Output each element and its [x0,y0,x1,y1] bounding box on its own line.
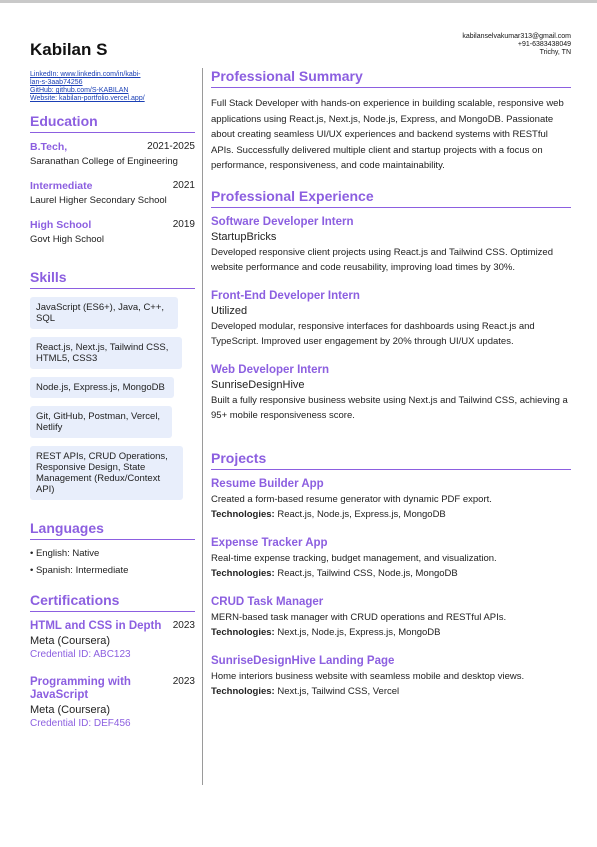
job-title: Software Developer Intern [211,215,354,228]
education-entry [30,141,195,167]
top-rule [0,0,597,3]
certification-id: Credential ID: ABC123 [30,649,131,660]
education-year: 2021 [172,180,195,191]
certification-title: Programming with JavaScript [30,676,131,701]
education-school: Govt High School [30,234,104,245]
project-technologies [211,625,571,640]
languages-heading: Languages [30,520,195,540]
education-year: 2021-2025 [147,141,195,152]
project-technologies [211,507,571,522]
project-title: Resume Builder App [211,477,324,490]
project-entry [211,655,571,699]
education-degree: B.Tech, [30,141,68,153]
technologies-list: Next.js, Tailwind CSS, Vercel [277,685,400,697]
certification-id: Credential ID: DEF456 [30,718,131,729]
education-school: Saranathan College of Engineering [30,156,178,167]
education-degree: Intermediate [30,180,93,192]
candidate-name: Kabilan S [30,40,108,59]
language-item: • English: Native [30,548,100,559]
technologies-label: Technologies: [211,508,275,520]
certification-entry [30,676,195,729]
project-description: Created a form-based resume generator with dynamic PDF export. [211,493,492,505]
skill-chip: React.js, Next.js, Tailwind CSS, HTML5, CSS3 [30,337,182,369]
project-description: MERN-based task manager with CRUD operations and RESTful APIs. [211,611,507,623]
job-company: SunriseDesignHive [211,378,305,391]
technologies-label: Technologies: [211,685,275,697]
education-entry [30,180,195,206]
location-text: Trichy, TN [539,49,571,56]
skill-chip: Node.js, Express.js, MongoDB [30,377,174,398]
phone-text: +91-6383438049 [517,41,571,48]
skills-heading: Skills [30,269,195,289]
job-company: StartupBricks [211,230,277,243]
experience-entry [211,216,571,275]
left-column [30,113,195,729]
project-title: SunriseDesignHive Landing Page [211,654,395,667]
certification-year: 2023 [172,620,195,631]
job-title: Web Developer Intern [211,363,330,376]
website-link[interactable]: Website: kabilan-portfolio.vercel.app/ [30,95,145,102]
project-title: Expense Tracker App [211,536,328,549]
education-heading: Education [30,113,195,133]
education-entry [30,219,195,245]
certification-issuer: Meta (Coursera) [30,635,111,647]
project-entry [211,596,571,640]
experience-entry [211,364,571,423]
summary-heading: Professional Summary [211,68,571,88]
language-item: • Spanish: Intermediate [30,565,129,576]
certification-issuer: Meta (Coursera) [30,704,111,716]
certification-year: 2023 [172,676,195,687]
linkedin-link-cont[interactable]: lan-s-3aab74256 [30,79,83,86]
job-company: Utilized [211,304,248,317]
column-divider [202,68,203,785]
technologies-list: React.js, Tailwind CSS, Node.js, MongoDB [277,567,458,579]
skill-chip: REST APIs, CRUD Operations, Responsive Design, State Management (Redux/Context API) [30,446,183,500]
technologies-label: Technologies: [211,626,275,638]
education-degree: High School [30,219,92,231]
certifications-heading: Certifications [30,592,195,612]
project-entry [211,478,571,522]
job-description: Developed modular, responsive interfaces for dashboards using React.js and TypeScript. Improved user engagement by 20% through UI/UX updates. [211,320,535,347]
contact-block [462,33,571,57]
email-text[interactable]: kabilanselvakumar313@gmail.com [462,33,571,40]
experience-entry [211,290,571,349]
job-description: Developed responsive client projects using React.js and Tailwind CSS. Optimized website performance and code reusability, improving load times by 30%. [211,246,553,273]
projects-heading: Projects [211,450,571,470]
technologies-list: React.js, Node.js, Express.js, MongoDB [277,508,446,520]
certification-title: HTML and CSS in Depth [30,620,162,632]
technologies-list: Next.js, Node.js, Express.js, MongoDB [277,626,441,638]
github-link[interactable]: GitHub: github.com/S-KABILAN [30,87,129,94]
summary-text: Full Stack Developer with hands-on experience in building scalable, responsive web applications using React.js, Next.js, Node.js, Express, and MongoDB. Passionate about creating seamless UI/UX experiences and backend systems with RESTful APIs. Successfully delivered multiple client and startup projects with a focus on performance, responsiveness, and code maintainability. [211,98,564,171]
experience-heading: Professional Experience [211,188,571,208]
linkedin-link[interactable]: LinkedIn: www.linkedin.com/in/kabi- [30,71,141,78]
skill-chip: Git, GitHub, Postman, Vercel, Netlify [30,406,172,438]
project-title: CRUD Task Manager [211,595,324,608]
skill-chip: JavaScript (ES6+), Java, C++, SQL [30,297,178,329]
education-year: 2019 [172,219,195,230]
project-entry [211,537,571,581]
profile-links [30,71,195,103]
education-school: Laurel Higher Secondary School [30,195,167,206]
certification-entry [30,620,195,660]
project-description: Real-time expense tracking, budget management, and visualization. [211,552,497,564]
project-technologies [211,684,571,699]
job-title: Front-End Developer Intern [211,289,360,302]
right-column [211,68,571,699]
job-description: Built a fully responsive business website using Next.js and Tailwind CSS, achieving a 95+ mobile responsiveness score. [211,394,568,421]
technologies-label: Technologies: [211,567,275,579]
project-technologies [211,566,571,581]
project-description: Home interiors business website with seamless mobile and desktop views. [211,670,525,682]
